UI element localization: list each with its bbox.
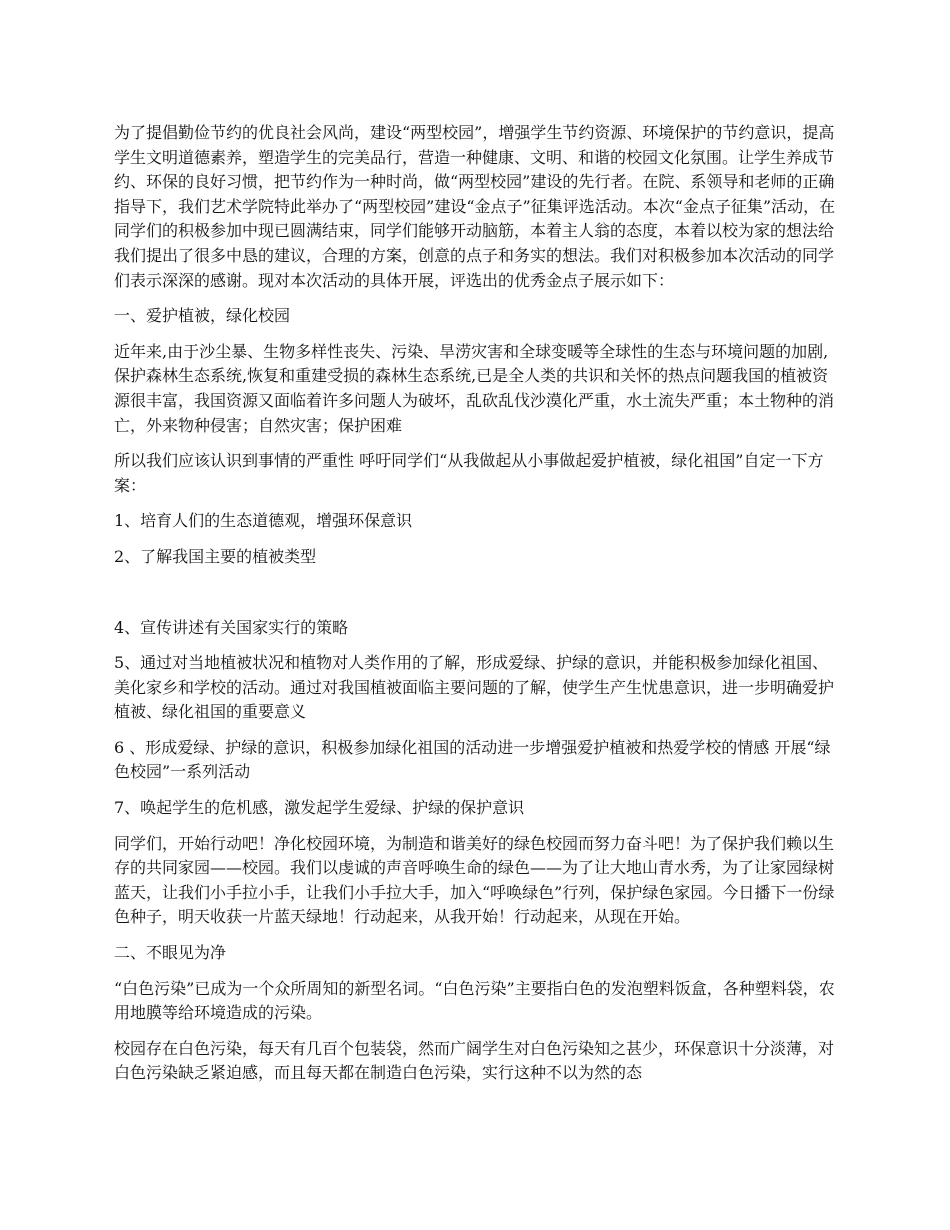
list-item: 7、唤起学生的危机感，激发起学生爱绿、护绿的保护意识 <box>114 798 525 818</box>
document-body <box>114 121 844 1097</box>
list-item: 5、通过对当地植被状况和植物对人类作用的了解，形成爱绿、护绿的意识，并能积极参加绿化祖国、美化家乡和学校的活动。通过对我国植被面临主要问题的了解，使学生产生忧患意识，进一步明确爱护植被、绿化祖国的重要意义 <box>114 653 835 722</box>
list-item: 1、培育人们的生态道德观，增强环保意识 <box>114 511 413 531</box>
section-heading-2: 二、不眼见为净 <box>114 943 227 963</box>
call-paragraph: 所以我们应该认识到事情的严重性 呼吁同学们“从我做起从小事做起爱护植被，绿化祖国”自定一下方案： <box>114 451 824 495</box>
intro-paragraph: 为了提倡勤俭节约的优良社会风尚，建设“两型校园”，增强学生节约资源、环境保护的节约意识，提高学生文明道德素养，塑造学生的完美品行，营造一种健康、文明、和谐的校园文化氛围。让学生养成节约、环保的良好习惯，把节约作为一种时尚，做“两型校园”建设的先行者。在院、系领导和老师的正确指导下，我们艺术学院特此举办了“两型校园”建设“金点子”征集评选活动。本次“金点子征集”活动，在同学们的积极参加中现已圆满结束，同学们能够开动脑筋，本着主人翁的态度，本着以校为家的想法给我们提出了很多中恳的建议，合理的方案，创意的点子和务实的想法。我们对积极参加本次活动的同学们表示深深的感谢。现对本次活动的具体开展，评选出的优秀金点子展示如下： <box>114 123 836 290</box>
list-item: 4、宣传讲述有关国家实行的策略 <box>114 617 349 637</box>
list-item: 6 、形成爱绿、护绿的意识，积极参加绿化祖国的活动进一步增强爱护植被和热爱学校的情感 开展“绿色校园”一系列活动 <box>114 737 831 782</box>
white-pollution-paragraph: “白色污染”已成为一个众所周知的新型名词。“白色污染”主要指白色的发泡塑料饭盒，各种塑料袋，农用地膜等给环境造成的污染。 <box>114 978 835 1023</box>
background-paragraph: 近年来,由于沙尘暴、生物多样性丧失、污染、旱涝灾害和全球变暖等全球性的生态与环境问题的加剧,保护森林生态系统,恢复和重建受损的森林生态系统,已是全人类的共识和关怀的热点问题我国的植被资源很丰富，我国资源又面临着许多问题人为破坏，乱砍乱伐沙漠化严重，水土流失严重；本土物种的消亡，外来物种侵害；自然灾害；保护困难 <box>114 341 835 435</box>
action-paragraph: 同学们，开始行动吧！净化校园环境，为制造和谐美好的绿色校园而努力奋斗吧！为了保护我们赖以生存的共同家园——校园。我们以虔诚的声音呼唤生命的绿色——为了让大地山青水秀，为了让家园绿树蓝天，让我们小手拉小手，让我们小手拉大手，加入“呼唤绿色”行列，保护绿色家园。今日播下一份绿色种子，明天收获一片蓝天绿地！行动起来，从我开始！行动起来，从现在开始。 <box>114 833 835 927</box>
list-item: 2、了解我国主要的植被类型 <box>114 546 317 566</box>
section-heading-1: 一、爱护植被，绿化校园 <box>114 306 291 326</box>
campus-paragraph: 校园存在白色污染，每天有几百个包装袋，然而广阔学生对白色污染知之甚少，环保意识十分淡薄，对白色污染缺乏紧迫感，而且每天都在制造白色污染，实行这种不以为然的态 <box>114 1038 835 1083</box>
blank-gap <box>114 581 844 616</box>
